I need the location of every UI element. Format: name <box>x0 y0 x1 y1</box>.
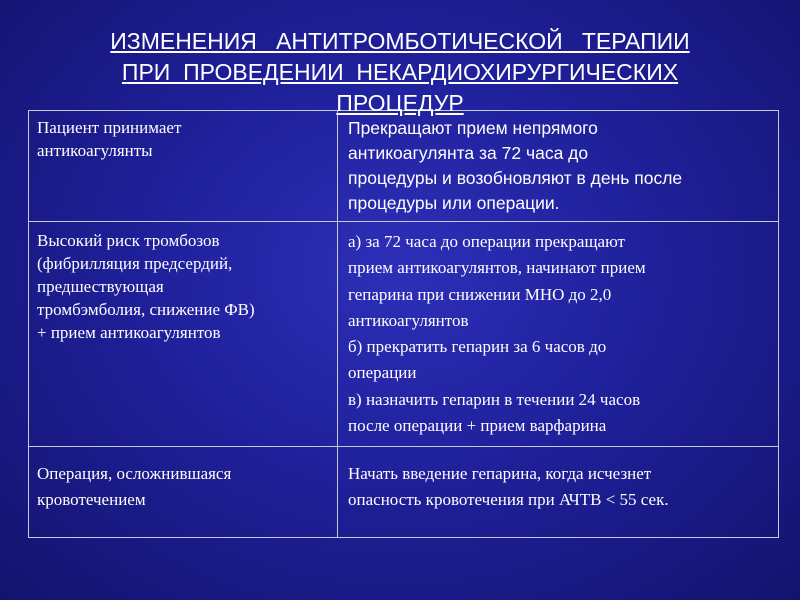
cell-line: антикоагулянтов <box>348 310 469 330</box>
table-cell-condition <box>29 447 338 537</box>
table-cell-action <box>338 111 778 221</box>
cell-line: кровотечением <box>37 490 146 509</box>
cell-line: антикоагулянты <box>37 141 153 160</box>
table-row <box>29 111 778 221</box>
cell-line: (фибрилляция предсердий, <box>37 254 233 273</box>
cell-line: предшествующая <box>37 277 164 296</box>
cell-line: опасность кровотечения при АЧТВ < 55 сек. <box>348 490 669 509</box>
cell-line: + прием антикоагулянтов <box>37 323 221 342</box>
cell-line: Высокий риск тромбозов <box>37 231 220 250</box>
cell-line: процедуры или операции. <box>348 193 560 213</box>
slide-title: ИЗМЕНЕНИЯ АНТИТРОМБОТИЧЕСКОЙ ТЕРАПИИ ПРИ ПРОВЕДЕНИИ НЕКАРДИОХИРУРГИЧЕСКИХ ПРОЦЕДУР <box>110 28 690 116</box>
cell-line: антикоагулянта за 72 часа до <box>348 143 589 163</box>
cell-line: прием антикоагулянтов, начинают прием <box>348 258 646 278</box>
table-cell-condition <box>29 222 338 446</box>
cell-line: Начать введение гепарина, когда исчезнет <box>348 464 652 483</box>
table-cell-condition <box>29 111 338 221</box>
cell-line: гепарина при снижении МНО до 2,0 <box>348 284 612 304</box>
therapy-table <box>28 110 779 538</box>
table-cell-action <box>338 222 778 446</box>
cell-line: Операция, осложнившаяся <box>37 464 232 483</box>
table-row <box>29 221 778 446</box>
cell-line: Прекращают прием непрямого <box>348 118 598 138</box>
table-cell-action <box>338 447 778 537</box>
table-row <box>29 446 778 537</box>
cell-line: операции <box>348 363 417 383</box>
cell-line: в) назначить гепарин в течении 24 часов <box>348 389 641 409</box>
cell-line: Пациент принимает <box>37 118 182 137</box>
cell-line: процедуры и возобновляют в день после <box>348 168 683 188</box>
cell-line: тромбэмболия, снижение ФВ) <box>37 300 255 319</box>
cell-line: б) прекратить гепарин за 6 часов до <box>348 337 607 357</box>
cell-line: после операции + прием варфарина <box>348 416 607 436</box>
cell-line: а) за 72 часа до операции прекращают <box>348 232 625 251</box>
